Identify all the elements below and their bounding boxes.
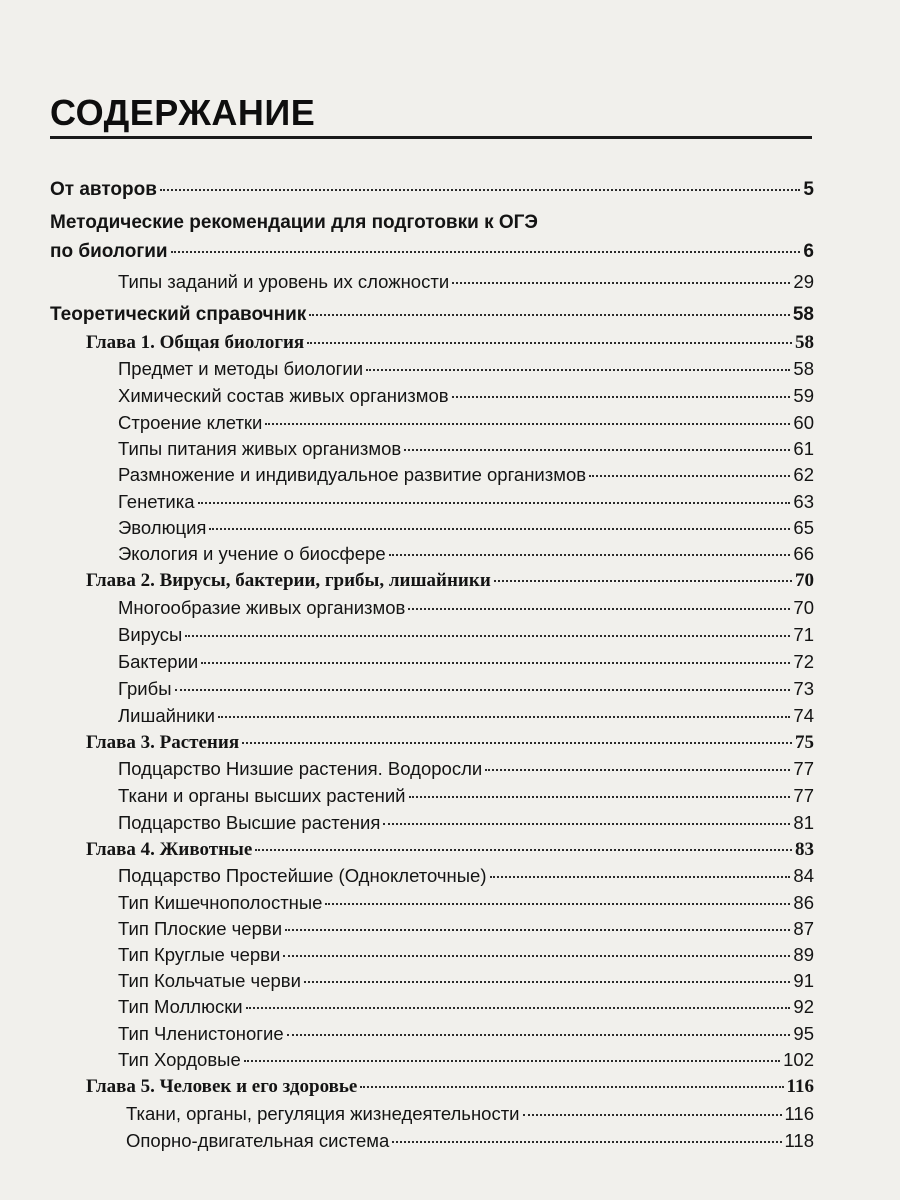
toc-entry[interactable] bbox=[50, 178, 814, 202]
toc-entry[interactable] bbox=[118, 995, 814, 1019]
dot-leader bbox=[485, 769, 790, 771]
dot-leader bbox=[383, 823, 790, 825]
dot-leader bbox=[408, 608, 790, 610]
dot-leader bbox=[490, 876, 791, 878]
toc-entry[interactable] bbox=[86, 331, 814, 355]
toc-entry-title: Тип Членистоногие bbox=[118, 1023, 284, 1044]
dot-leader bbox=[255, 849, 792, 851]
dot-leader bbox=[283, 955, 790, 957]
toc-entry-title: Генетика bbox=[118, 491, 195, 512]
toc-entry[interactable] bbox=[86, 569, 814, 593]
toc-entry-title: Ткани, органы, регуляция жизнедеятельности bbox=[126, 1103, 520, 1124]
toc-entry[interactable] bbox=[86, 838, 814, 862]
toc-entry-title: Теоретический справочник bbox=[50, 304, 307, 325]
dot-leader bbox=[171, 251, 801, 253]
toc-entry-title: Химический состав живых организмов bbox=[118, 385, 449, 406]
dot-leader bbox=[392, 1141, 781, 1143]
toc-entry-title: Тип Круглые черви bbox=[118, 944, 281, 965]
toc-entry-title: От авторов bbox=[50, 179, 157, 200]
dot-leader bbox=[175, 689, 791, 691]
toc-entry-page: 81 bbox=[793, 812, 814, 833]
toc-entry[interactable] bbox=[118, 1022, 814, 1046]
toc-entry-page: 77 bbox=[793, 758, 814, 779]
toc-entry[interactable] bbox=[118, 542, 814, 566]
toc-entry-title: Многообразие живых организмов bbox=[118, 597, 406, 618]
toc-entry-page: 5 bbox=[803, 179, 814, 200]
dot-leader bbox=[201, 662, 790, 664]
toc-entry-title-line1: Методические рекомендации для подготовки к ОГЭ bbox=[50, 212, 538, 233]
toc-entry-title: Типы заданий и уровень их сложности bbox=[118, 271, 450, 292]
dot-leader bbox=[309, 314, 790, 316]
toc-entry-page: 116 bbox=[786, 1076, 814, 1097]
toc-entry[interactable] bbox=[118, 677, 814, 701]
toc-entry-title: по биологии bbox=[50, 241, 168, 262]
toc-entry[interactable] bbox=[118, 516, 814, 540]
toc-entry-page: 6 bbox=[803, 241, 814, 262]
toc-entry[interactable] bbox=[118, 864, 814, 888]
toc-entry[interactable] bbox=[118, 623, 814, 647]
toc-entry-title: Бактерии bbox=[118, 651, 199, 672]
toc-entry-title: Строение клетки bbox=[118, 412, 263, 433]
toc-entry-page: 74 bbox=[793, 705, 814, 726]
toc-entry-page: 65 bbox=[793, 517, 814, 538]
toc-entry[interactable] bbox=[118, 757, 814, 781]
toc-entry[interactable] bbox=[118, 917, 814, 941]
toc-entry-page: 75 bbox=[795, 732, 814, 753]
toc-entry-page: 58 bbox=[795, 332, 814, 353]
toc-entry[interactable] bbox=[118, 270, 814, 294]
toc-entry-page: 72 bbox=[793, 651, 814, 672]
toc-entry-title: Тип Кишечнополостные bbox=[118, 892, 323, 913]
toc-entry[interactable] bbox=[118, 1048, 814, 1072]
dot-leader bbox=[242, 742, 792, 744]
toc-entry-title: Типы питания живых организмов bbox=[118, 438, 402, 459]
toc-entry[interactable] bbox=[118, 490, 814, 514]
toc-entry[interactable] bbox=[126, 1102, 814, 1126]
dot-leader bbox=[285, 929, 790, 931]
dot-leader bbox=[185, 635, 790, 637]
toc-entry-page: 86 bbox=[793, 892, 814, 913]
dot-leader bbox=[244, 1060, 780, 1062]
toc-entry-page: 70 bbox=[795, 570, 814, 591]
toc-entry-page: 70 bbox=[793, 597, 814, 618]
toc-entry-title: Грибы bbox=[118, 678, 172, 699]
dot-leader bbox=[198, 502, 791, 504]
dot-leader bbox=[366, 369, 790, 371]
dot-leader bbox=[160, 189, 801, 191]
toc-entry-title: Глава 4. Животные bbox=[86, 839, 253, 860]
toc-entry[interactable] bbox=[118, 384, 814, 408]
dot-leader bbox=[325, 903, 790, 905]
toc-entry-page: 116 bbox=[784, 1103, 814, 1124]
toc-entry-title: Ткани и органы высших растений bbox=[118, 785, 406, 806]
toc-entry[interactable] bbox=[86, 1075, 814, 1099]
toc-entry-title: Подцарство Низшие растения. Водоросли bbox=[118, 758, 483, 779]
dot-leader bbox=[287, 1034, 791, 1036]
toc-entry-title: Тип Хордовые bbox=[118, 1049, 241, 1070]
dot-leader bbox=[209, 528, 790, 530]
dot-leader bbox=[404, 449, 790, 451]
toc-entry[interactable] bbox=[118, 811, 814, 835]
toc-entry[interactable] bbox=[50, 303, 814, 327]
toc-entry[interactable] bbox=[118, 969, 814, 993]
toc-entry-title: Размножение и индивидуальное развитие организмов bbox=[118, 464, 587, 485]
toc-entry[interactable] bbox=[126, 1129, 814, 1153]
toc-entry-page: 59 bbox=[793, 385, 814, 406]
toc-entry-title: Предмет и методы биологии bbox=[118, 358, 364, 379]
dot-leader bbox=[494, 580, 792, 582]
dot-leader bbox=[360, 1086, 783, 1088]
toc-entry-title: Глава 3. Растения bbox=[86, 732, 240, 753]
toc-entry-title: Тип Кольчатые черви bbox=[118, 970, 301, 991]
toc-entry-title: Эволюция bbox=[118, 517, 207, 538]
toc-entry-page: 83 bbox=[795, 839, 814, 860]
toc-entry-page: 58 bbox=[792, 304, 814, 325]
dot-leader bbox=[452, 396, 791, 398]
toc-entry-page: 95 bbox=[793, 1023, 814, 1044]
toc-entry-page: 102 bbox=[783, 1049, 814, 1070]
toc-entry-title: Подцарство Высшие растения bbox=[118, 812, 381, 833]
toc-entry[interactable] bbox=[118, 650, 814, 674]
toc-entry[interactable] bbox=[118, 357, 814, 381]
toc-entry-page: 77 bbox=[793, 785, 814, 806]
toc-entry[interactable] bbox=[118, 943, 814, 967]
toc-entry-page: 29 bbox=[793, 271, 814, 292]
toc-entry-page: 62 bbox=[793, 464, 814, 485]
dot-leader bbox=[389, 554, 791, 556]
toc-entry-page: 84 bbox=[793, 865, 814, 886]
dot-leader bbox=[452, 282, 790, 284]
toc-entry[interactable] bbox=[118, 437, 814, 461]
page-title: СОДЕРЖАНИЕ bbox=[50, 92, 316, 133]
toc-entry-title: Глава 5. Человек и его здоровье bbox=[86, 1076, 358, 1097]
toc-entry-page: 118 bbox=[784, 1130, 814, 1151]
dot-leader bbox=[304, 981, 790, 983]
toc-entry-title: Тип Моллюски bbox=[118, 996, 243, 1017]
toc-entry[interactable] bbox=[118, 704, 814, 728]
toc-entry-title: Экология и учение о биосфере bbox=[118, 543, 386, 564]
toc-entry-title: Опорно-двигательная система bbox=[126, 1130, 390, 1151]
toc-entry-title: Лишайники bbox=[118, 705, 215, 726]
toc-entry-page: 61 bbox=[793, 438, 814, 459]
toc-entry-page: 63 bbox=[793, 491, 814, 512]
toc-entry-title: Тип Плоские черви bbox=[118, 918, 283, 939]
toc-entry-page: 60 bbox=[793, 412, 814, 433]
dot-leader bbox=[409, 796, 791, 798]
toc-entry-page: 89 bbox=[793, 944, 814, 965]
toc-entry-title: Глава 2. Вирусы, бактерии, грибы, лишайники bbox=[86, 570, 491, 591]
dot-leader bbox=[265, 423, 790, 425]
toc-entry-page: 73 bbox=[793, 678, 814, 699]
dot-leader bbox=[589, 475, 790, 477]
toc-entry-title: Подцарство Простейшие (Одноклеточные) bbox=[118, 865, 487, 886]
toc-entry[interactable] bbox=[118, 784, 814, 808]
toc-entry-page: 71 bbox=[793, 624, 814, 645]
toc-entry[interactable] bbox=[118, 463, 814, 487]
toc-entry[interactable] bbox=[50, 240, 814, 264]
toc-entry-title: Глава 1. Общая биология bbox=[86, 332, 305, 353]
toc-entry-page: 66 bbox=[793, 543, 814, 564]
dot-leader bbox=[246, 1007, 791, 1009]
dot-leader bbox=[307, 342, 792, 344]
toc-entry-page: 92 bbox=[793, 996, 814, 1017]
toc-entry-page: 91 bbox=[793, 970, 814, 991]
toc-entry-title: Вирусы bbox=[118, 624, 183, 645]
toc-entry[interactable] bbox=[86, 731, 814, 755]
toc-entry[interactable] bbox=[118, 411, 814, 435]
toc-entry[interactable] bbox=[118, 596, 814, 620]
dot-leader bbox=[218, 716, 791, 718]
dot-leader bbox=[523, 1114, 782, 1116]
toc-entry-page: 87 bbox=[793, 918, 814, 939]
toc-entry-page: 58 bbox=[793, 358, 814, 379]
toc-entry[interactable] bbox=[118, 891, 814, 915]
